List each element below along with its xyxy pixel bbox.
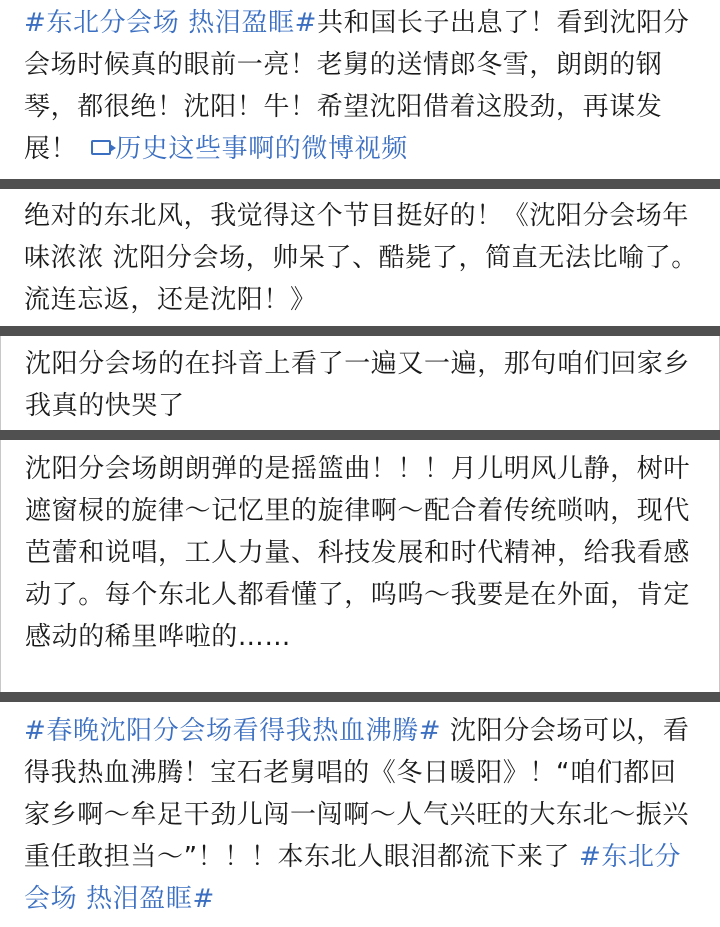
hashtag-link[interactable]: #东北分会场 热泪盈眶# (24, 8, 318, 38)
separator (0, 430, 720, 440)
comment-text: 沈阳分会场可以，看得我热血沸腾！宝石老舅唱的《冬日暖阳》！“咱们都回家乡啊～牟足干劲儿闯一闯啊～人气兴旺的大东北～振兴重任敢担当～”！！！本东北人眼泪都流下来了 (24, 716, 690, 872)
comment-text: 沈阳分会场的在抖音上看了一遍又一遍，那句咱们回家乡我真的快哭了 (25, 349, 691, 421)
separator (0, 692, 720, 702)
hashtag-link[interactable]: #春晚沈阳分会场看得我热血沸腾# (24, 716, 442, 746)
video-icon[interactable] (91, 140, 111, 155)
comment-text: 绝对的东北风，我觉得这个节目挺好的！《沈阳分会场年味浓浓 沈阳分会场，帅呆了、酷毙了，简直无法比喻了。流连忘返，还是沈阳！》 (24, 201, 698, 315)
comment-card-5 (0, 702, 720, 927)
video-link[interactable]: 历史这些事啊的微博视频 (115, 134, 408, 164)
comment-card-1 (0, 0, 720, 179)
separator (0, 326, 720, 336)
comment-text: 共和国长子出息了！看到沈阳分会场时候真的眼前一亮！老舅的送情郎冬雪，朗朗的钢琴，都很绝！沈阳！牛！希望沈阳借着这股劲，再谋发展！ (24, 8, 690, 164)
comment-text: 沈阳分会场朗朗弹的是摇篮曲！！！月儿明风儿静，树叶遮窗棂的旋律～记忆里的旋律啊～配合着传统唢呐，现代芭蕾和说唱，工人力量、科技发展和时代精神，给我看感动了。每个东北人都看懂了，呜呜～我要是在外面，肯定感动的稀里哗啦的…… (25, 454, 691, 652)
comment-card-3 (0, 336, 720, 430)
comment-card-4 (0, 440, 720, 692)
separator (0, 179, 720, 189)
hashtag-link[interactable]: #东北分会场 热泪盈眶# (24, 842, 682, 914)
comment-card-2 (0, 189, 720, 326)
